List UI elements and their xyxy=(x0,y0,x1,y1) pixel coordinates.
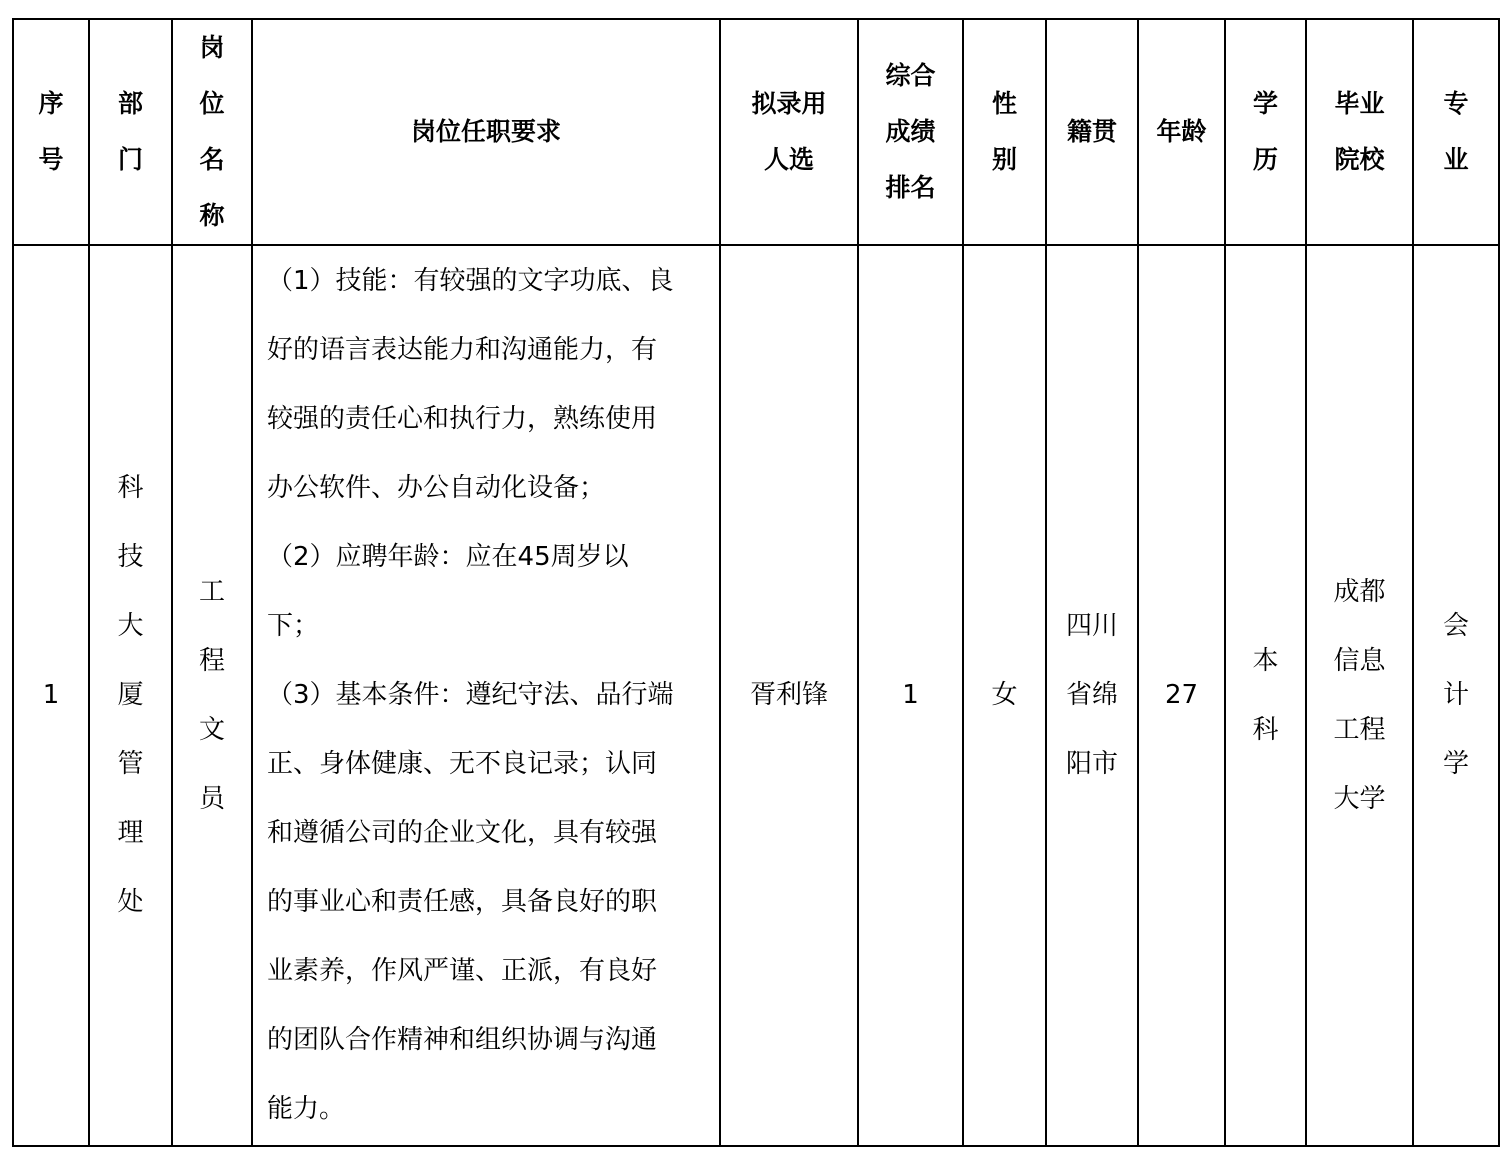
header-age: 年龄 xyxy=(1138,19,1225,245)
cell-position: 工 程 文 员 xyxy=(172,245,252,1146)
cell-native-place: 四川 省绵 阳市 xyxy=(1046,245,1138,1146)
header-major: 专 业 xyxy=(1413,19,1499,245)
cell-school: 成都 信息 工程 大学 xyxy=(1306,245,1413,1146)
header-row xyxy=(13,19,1499,245)
cell-major: 会 计 学 xyxy=(1413,245,1499,1146)
header-requirements: 岗位任职要求 xyxy=(252,19,720,245)
table-row xyxy=(13,245,1499,1146)
cell-candidate: 胥利锋 xyxy=(720,245,858,1146)
header-rank: 综合 成绩 排名 xyxy=(858,19,963,245)
header-education: 学 历 xyxy=(1225,19,1306,245)
cell-education: 本 科 xyxy=(1225,245,1306,1146)
header-native-place: 籍贯 xyxy=(1046,19,1138,245)
cell-rank: 1 xyxy=(858,245,963,1146)
cell-requirements: （1）技能：有较强的文字功底、良 好的语言表达能力和沟通能力，有 较强的责任心和执行力，熟练使用 办公软件、办公自动化设备； （2）应聘年龄：应在45周岁以 下； （3）基本条件：遵纪守法、品行端 正、身体健康、无不良记录；认同 和遵循公司的企业文化，具有较强 的事业心和责任感，具备良好的职 业素养，作风严谨、正派，有良好 的团队合作精神和组织协调与沟通 能力。 xyxy=(252,245,720,1146)
recruitment-table xyxy=(12,18,1500,1147)
header-index: 序 号 xyxy=(13,19,89,245)
header-gender: 性 别 xyxy=(963,19,1046,245)
header-position: 岗 位 名 称 xyxy=(172,19,252,245)
header-candidate: 拟录用 人选 xyxy=(720,19,858,245)
header-school: 毕业 院校 xyxy=(1306,19,1413,245)
cell-index: 1 xyxy=(13,245,89,1146)
cell-age: 27 xyxy=(1138,245,1225,1146)
cell-department: 科 技 大 厦 管 理 处 xyxy=(89,245,172,1146)
cell-gender: 女 xyxy=(963,245,1046,1146)
header-department: 部 门 xyxy=(89,19,172,245)
